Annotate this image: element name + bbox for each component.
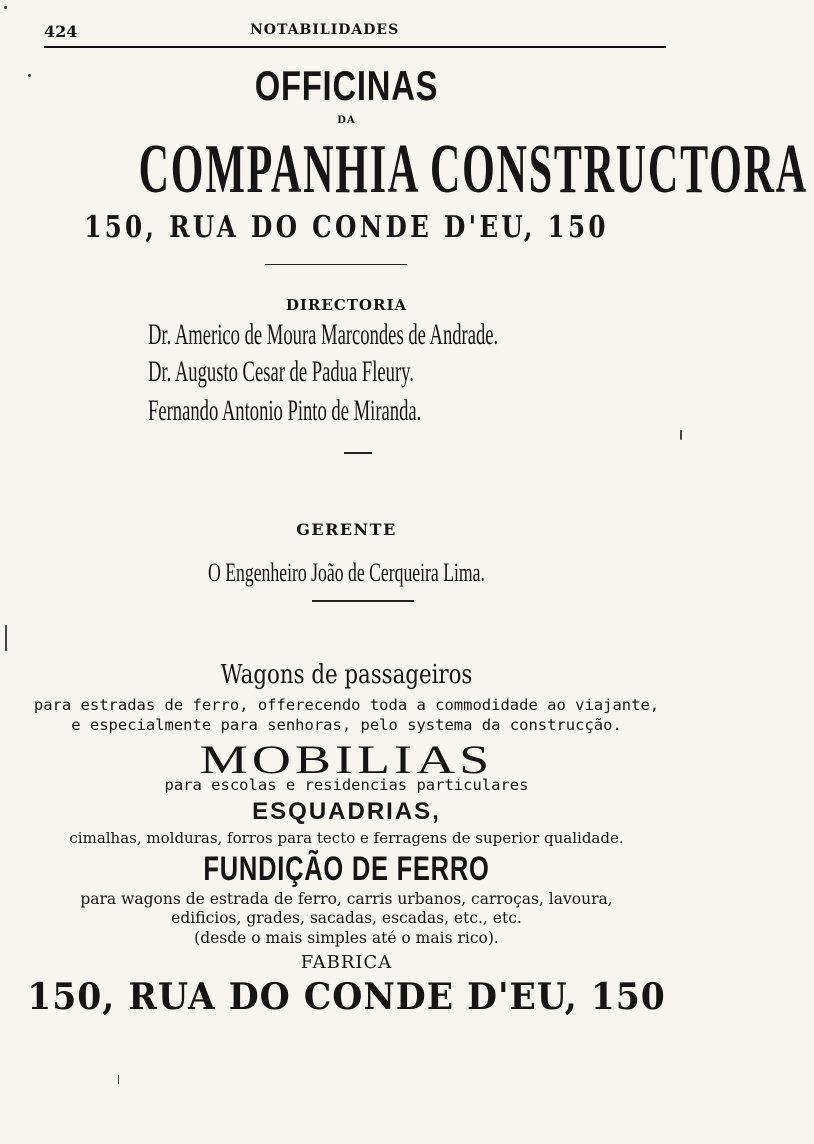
running-title: NOTABILIDADES (250, 22, 400, 38)
header-rule (44, 46, 666, 48)
mobilias-description: para escolas e residencias particulares (164, 776, 529, 794)
fundicao-description: edificios, grades, sacadas, escadas, etc., etc. (171, 909, 522, 927)
director-name: Dr. Americo de Moura Marcondes de Andrade. (148, 318, 499, 351)
officinas-heading: OFFICINAS (254, 62, 439, 109)
esquadrias-heading: ESQUADRIAS, (252, 798, 441, 825)
scan-speck (5, 625, 7, 651)
page-number: 424 (44, 22, 78, 41)
director-name: Fernando Antonio Pinto de Miranda. (148, 394, 422, 427)
scan-speck (4, 6, 7, 9)
mobilias-heading: MOBILIAS (199, 737, 494, 782)
scan-speck (118, 1075, 119, 1084)
fabrica-label: FABRICA (300, 952, 393, 973)
gerente-name: O Engenheiro João de Cerqueira Lima. (208, 558, 485, 587)
gerente-heading: GERENTE (296, 520, 397, 539)
divider-rule (344, 452, 372, 454)
wagons-description: e especialmente para senhoras, pelo systema da construcção. (71, 716, 622, 734)
wagons-description: para estradas de ferro, offerecendo toda a commodidade ao viajante, (33, 696, 660, 714)
divider-rule (312, 600, 414, 602)
director-name: Dr. Augusto Cesar de Padua Fleury. (148, 355, 414, 388)
fundicao-description: (desde o mais simples até o mais rico). (194, 929, 499, 947)
esquadrias-description: cimalhas, molduras, forros para tecto e ferragens de superior qualidade. (69, 829, 624, 847)
fundicao-heading: FUNDIÇÃO DE FERRO (203, 850, 490, 888)
scan-speck (680, 430, 682, 440)
divider-rule (265, 264, 407, 265)
directoria-heading: DIRECTORIA (285, 296, 408, 314)
fabrica-address: 150, RUA DO CONDE D'EU, 150 (27, 976, 666, 1018)
wagons-heading: Wagons de passageiros (220, 660, 473, 690)
company-name: COMPANHIA CONSTRUCTORA (138, 131, 808, 208)
company-address: 150, RUA DO CONDE D'EU, 150 (84, 210, 609, 245)
scan-speck (28, 74, 31, 77)
fundicao-description: para wagons de estrada de ferro, carris urbanos, carroças, lavoura, (80, 890, 613, 908)
da-connector: DA (337, 115, 356, 126)
